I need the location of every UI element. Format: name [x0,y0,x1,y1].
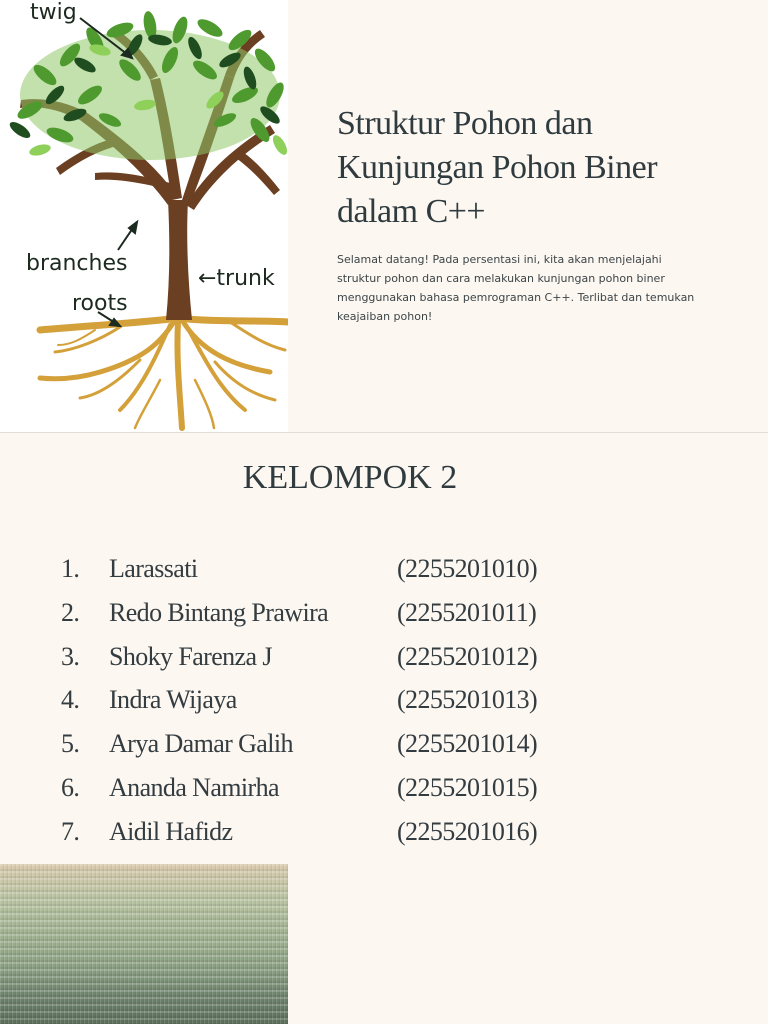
member-number: 3. [61,641,80,671]
tree-diagram [0,0,288,432]
member-number: 6. [61,772,80,802]
member-nim: (2255201012) [397,641,538,671]
member-number: 4. [61,685,80,715]
member-nim: (2255201013) [397,685,538,715]
tree-illustration [0,0,288,432]
list-item [0,591,768,635]
slide-tree-intro [0,0,768,433]
member-name: Ananda Namirha [109,772,279,802]
member-name: Redo Bintang Prawira [109,597,329,627]
page-title: Struktur Pohon dan Kunjungan Pohon Biner dalam C++ [337,105,658,230]
member-number: 7. [61,816,80,846]
list-item [0,722,768,766]
member-list [0,547,768,854]
intro-paragraph: Selamat datang! Pada persentasi ini, kita akan menjelajahi struktur pohon dan cara melakukan kunjungan pohon biner menggunakan bahasa pemrograman C++. Terlibat dan temukan keajaiban pohon! [337,253,695,323]
branches-label: branches [26,251,128,276]
member-nim: (2255201016) [397,816,538,846]
member-name: Larassati [109,554,198,583]
member-name: Aidil Hafidz [109,816,233,846]
list-item [0,635,768,679]
twig-label: twig [30,0,77,25]
list-item [0,766,768,810]
member-nim: (2255201014) [397,729,538,759]
list-item [0,678,768,722]
slide-group-members [0,432,768,866]
member-name: Shoky Farenza J [109,641,272,671]
group-title: KELOMPOK 2 [242,459,458,496]
roots-label: roots [72,291,128,316]
member-name: Arya Damar Galih [109,729,293,759]
slide-partial [0,864,768,1024]
list-item [0,547,768,591]
member-nim: (2255201010) [397,554,538,583]
member-nim: (2255201011) [397,597,537,627]
member-number: 5. [61,729,80,759]
member-name: Indra Wijaya [109,685,237,715]
member-number: 1. [61,554,80,583]
member-nim: (2255201015) [397,772,538,802]
list-item [0,810,768,854]
foliage-graphic [7,10,288,160]
roots-graphic [40,318,288,428]
trunk-label: ←trunk [198,266,275,291]
textured-stripe-image [0,864,288,1024]
member-number: 2. [61,597,80,627]
